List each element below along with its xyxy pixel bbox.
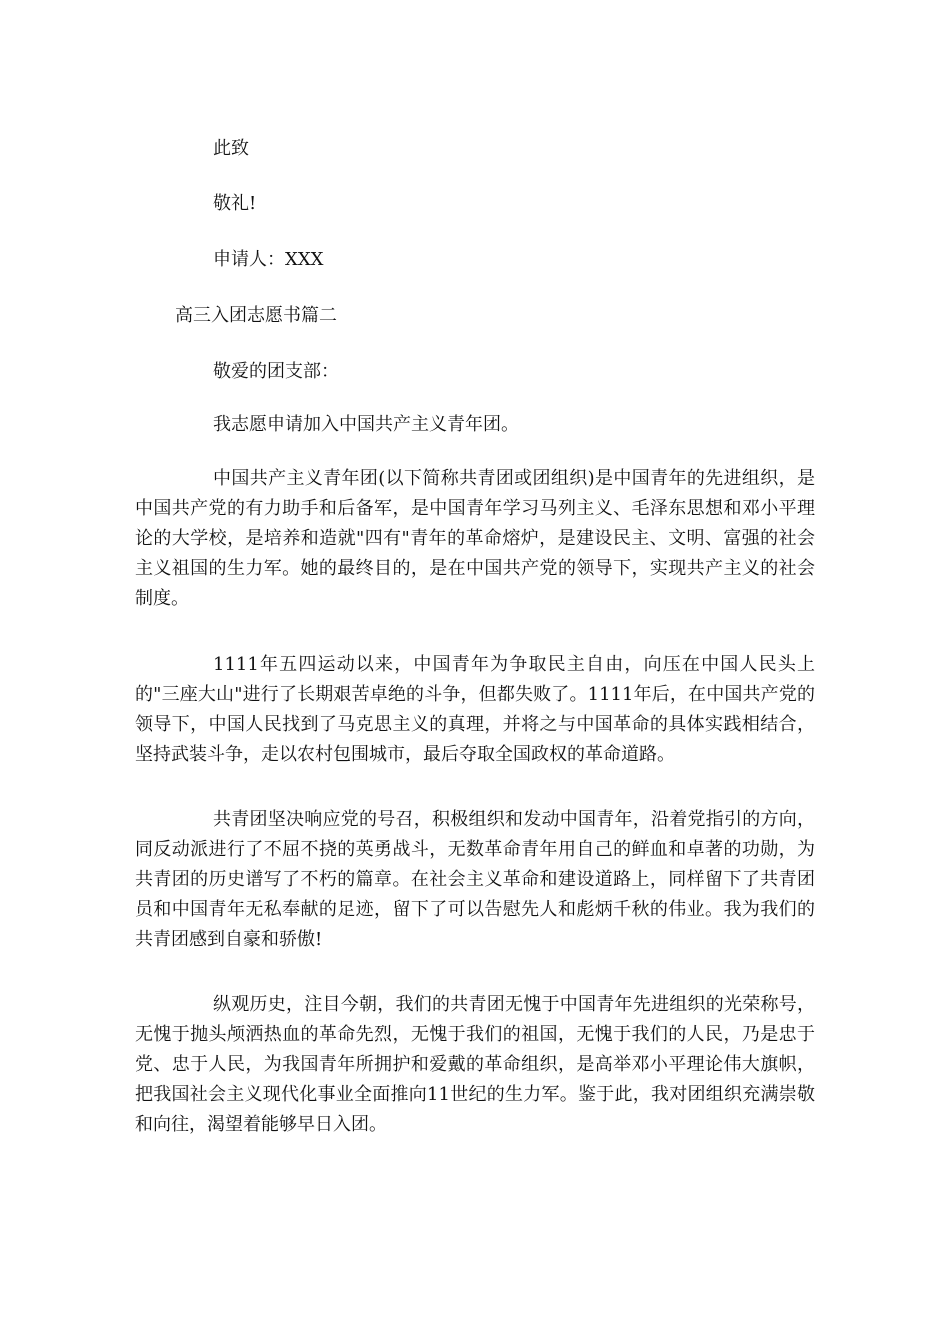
body-paragraph-1: 中国共产主义青年团(以下简称共青团或团组织)是中国青年的先进组织，是中国共产党的有力助手和后备军，是中国青年学习马列主义、毛泽东思想和邓小平理论的大学校，是培养和造就"四有"青年的革命熔炉，是建设民主、文明、富强的社会主义祖国的生力军。她的最终目的，是在中国共产党的领导下，实现共产主义的社会制度。 [135, 468, 815, 609]
body-paragraph-2: 1111年五四运动以来，中国青年为争取民主自由，向压在中国人民头上的"三座大山"进行了长期艰苦卓绝的斗争，但都失败了。1111年后，在中国共产党的领导下，中国人民找到了马克思主义的真理，并将之与中国革命的具体实践相结合，坚持武装斗争，走以农村包围城市，最后夺取全国政权的革命道路。 [135, 654, 815, 765]
body-paragraph-3: 共青团坚决响应党的号召，积极组织和发动中国青年，沿着党指引的方向，同反动派进行了不屈不挠的英勇战斗，无数革命青年用自己的鲜血和卓著的功勋，为共青团的历史谱写了不朽的篇章。在社会主义革命和建设道路上，同样留下了共青团员和中国青年无私奉献的足迹，留下了可以告慰先人和彪炳千秋的伟业。我为我们的共青团感到自豪和骄傲! [135, 809, 815, 950]
applicant-signature: 申请人：XXX [213, 249, 324, 270]
intro-sentence: 我志愿申请加入中国共产主义青年团。 [213, 414, 519, 435]
closing-regards: 敬礼! [213, 193, 257, 214]
section-heading: 高三入团志愿书篇二 [175, 305, 337, 326]
letter-greeting: 敬爱的团支部： [213, 361, 339, 382]
closing-salutation: 此致 [213, 138, 249, 159]
body-paragraph-4: 纵观历史，注目今朝，我们的共青团无愧于中国青年先进组织的光荣称号，无愧于抛头颅洒热血的革命先烈，无愧于我们的祖国，无愧于我们的人民，乃是忠于党、忠于人民，为我国青年所拥护和爱戴的革命组织，是高举邓小平理论伟大旗帜，把我国社会主义现代化事业全面推向11世纪的生力军。鉴于此，我对团组织充满崇敬和向往，渴望着能够早日入团。 [135, 994, 815, 1135]
